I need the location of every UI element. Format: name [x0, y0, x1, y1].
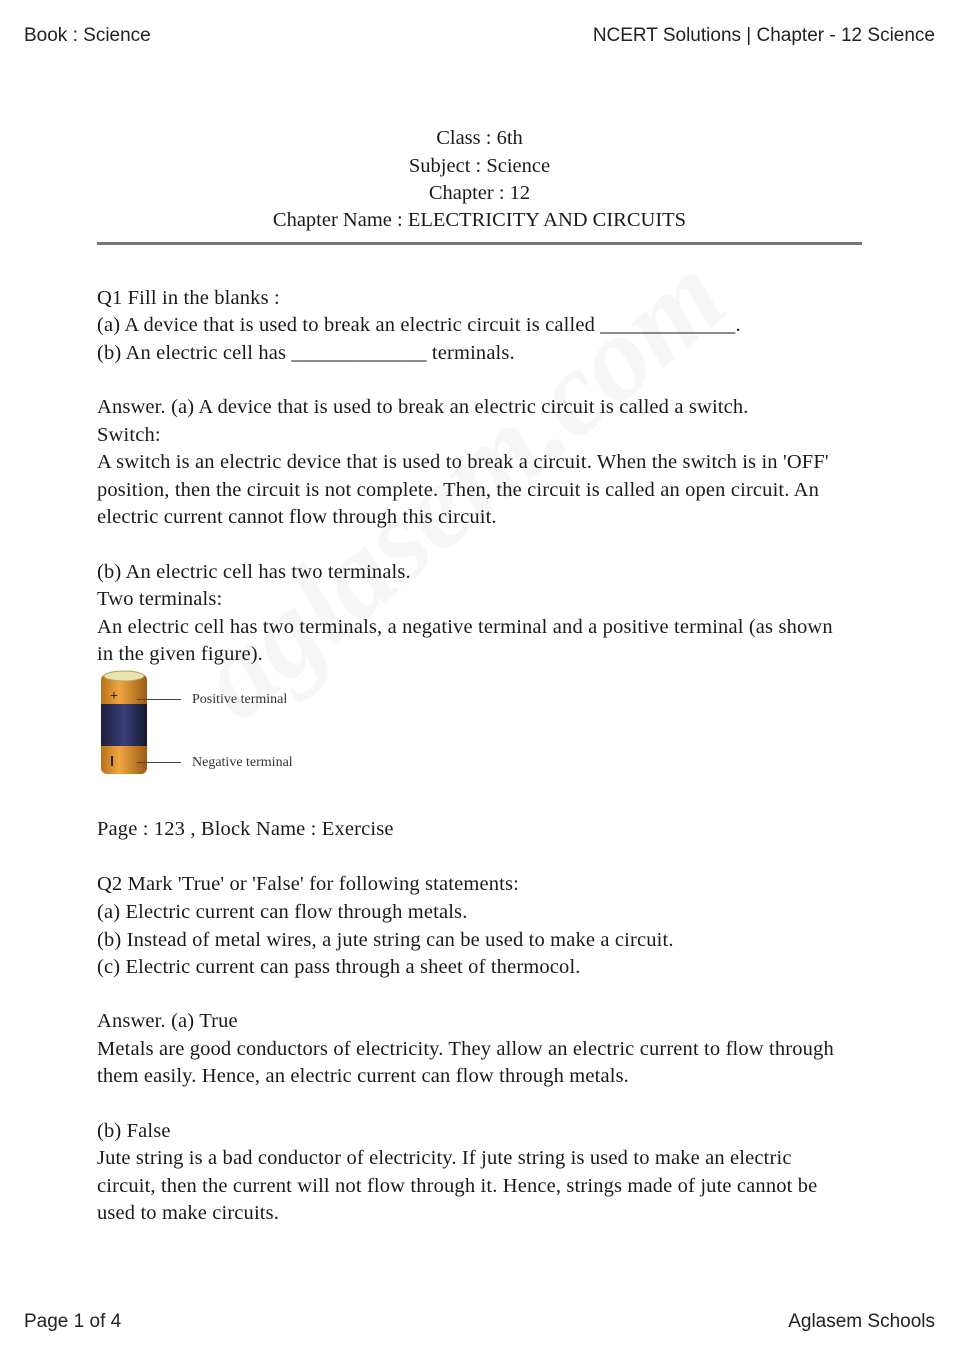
q1-a: (a) A device that is used to break an electric circuit is called _____________. — [97, 314, 741, 336]
divider — [97, 242, 862, 245]
q2-a: (a) Electric current can flow through metals. — [97, 901, 468, 923]
chapter-label: Chapter : 12 — [428, 182, 531, 204]
page-number: Page 1 of 4 — [24, 1311, 122, 1332]
q1-answer-b: (b) An electric cell has two terminals. — [97, 561, 411, 583]
terminals-line: in the given figure). — [97, 643, 263, 665]
switch-line: A switch is an electric device that is used to break a circuit. When the switch is in 'OFF' — [97, 451, 829, 473]
q1-b: (b) An electric cell has _____________ terminals. — [97, 342, 515, 364]
q2-answer-a-line: Metals are good conductors of electricity. They allow an electric current to flow through — [97, 1038, 834, 1060]
page-reference: Page : 123 , Block Name : Exercise — [97, 818, 394, 840]
battery-figure — [97, 668, 317, 778]
footer-brand: Aglasem Schools — [788, 1311, 935, 1332]
q2-answer-b-line: Jute string is a bad conductor of electricity. If jute string is used to make an electric — [97, 1147, 792, 1169]
switch-line: electric current cannot flow through this circuit. — [97, 506, 497, 528]
negative-terminal-label: Negative terminal — [192, 755, 293, 770]
subject-label: Subject : Science — [408, 155, 551, 177]
terminals-heading: Two terminals: — [97, 588, 223, 610]
header-title: NCERT Solutions | Chapter - 12 Science — [592, 25, 935, 46]
q1-heading: Q1 Fill in the blanks : — [97, 287, 280, 309]
q2-answer-a-line: them easily. Hence, an electric current can flow through metals. — [97, 1065, 629, 1087]
q2-heading: Q2 Mark 'True' or 'False' for following statements: — [97, 873, 519, 895]
terminals-line: An electric cell has two terminals, a negative terminal and a positive terminal (as shown — [97, 616, 833, 638]
positive-terminal-label: Positive terminal — [192, 692, 288, 707]
q2-answer-a: Answer. (a) True — [97, 1010, 238, 1032]
svg-text:+: + — [110, 689, 118, 704]
q2-c: (c) Electric current can pass through a sheet of thermocol. — [97, 956, 581, 978]
class-label: Class : 6th — [436, 127, 523, 149]
header-book: Book : Science — [24, 25, 151, 46]
q2-b: (b) Instead of metal wires, a jute string can be used to make a circuit. — [97, 929, 674, 951]
q2-answer-b-line: circuit, then the current will not flow through it. Hence, strings made of jute cannot be — [97, 1175, 818, 1197]
q2-answer-b: (b) False — [97, 1120, 171, 1142]
chapter-name: Chapter Name : ELECTRICITY AND CIRCUITS — [272, 209, 687, 231]
switch-heading: Switch: — [97, 424, 161, 446]
q1-answer-a: Answer. (a) A device that is used to break an electric circuit is called a switch. — [97, 396, 749, 418]
switch-line: position, then the circuit is not complete. Then, the circuit is called an open circuit. An — [97, 479, 820, 501]
q2-answer-b-line: used to make circuits. — [97, 1202, 280, 1224]
